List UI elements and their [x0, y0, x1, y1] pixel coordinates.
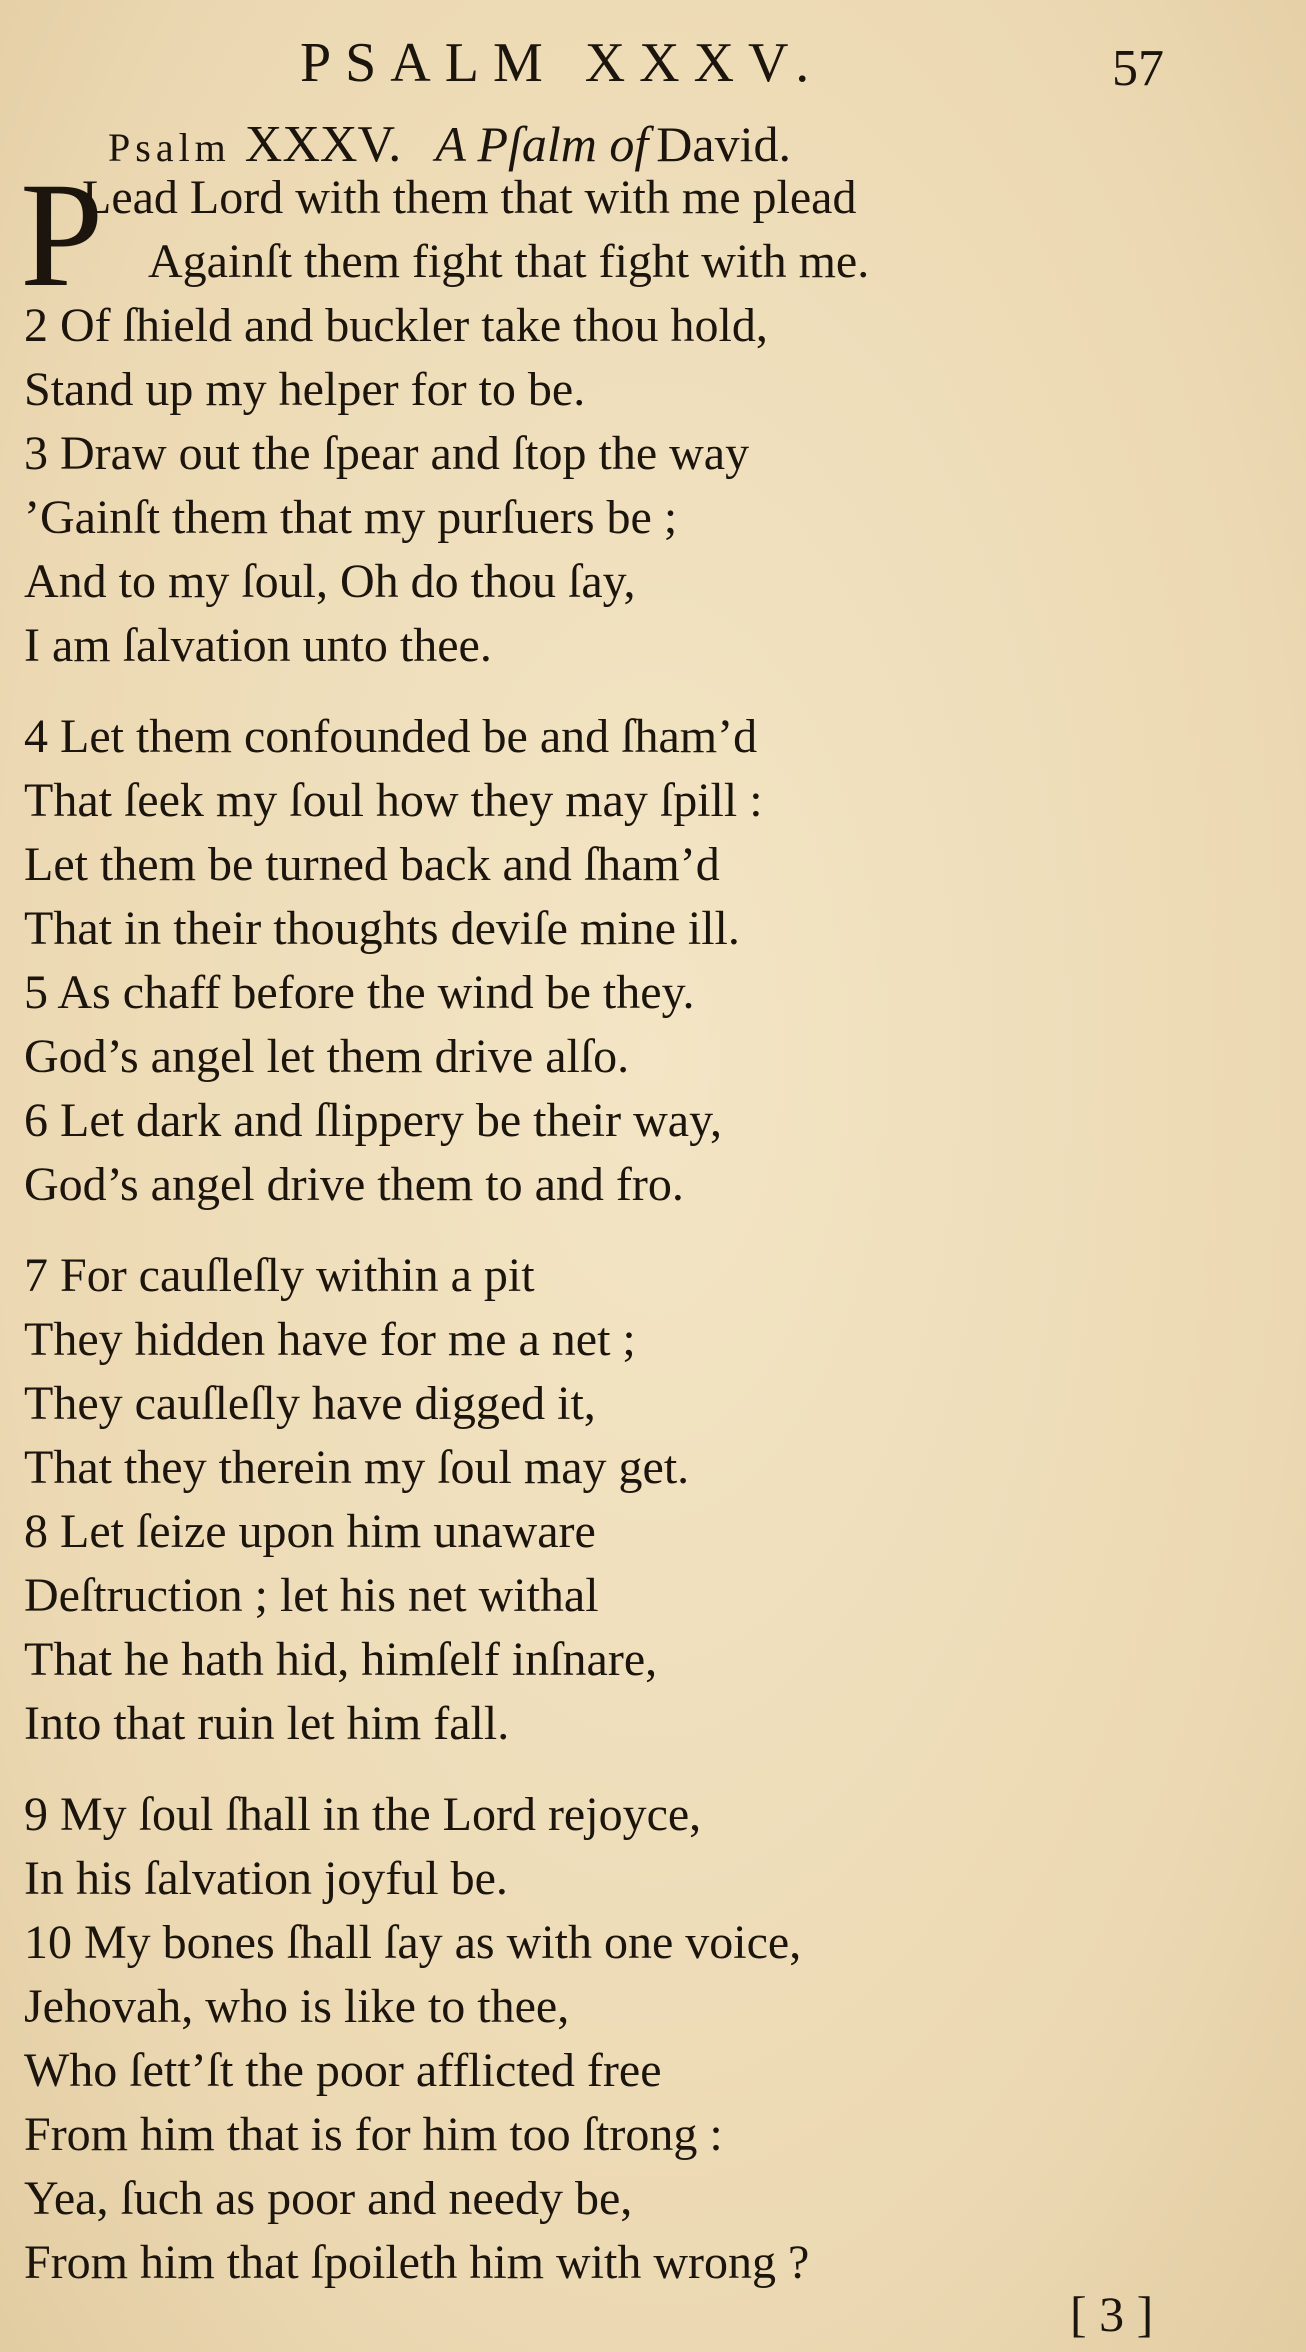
drop-cap: P	[20, 152, 104, 318]
page-number: 57	[1112, 40, 1164, 97]
running-head	[0, 28, 1306, 98]
verse-line: Deſtruction ; let his net withal	[24, 1569, 599, 1622]
verse-line: ’Gainſt them that my purſuers be ;	[24, 491, 678, 544]
verse-line: That they therein my ſoul may get.	[24, 1441, 690, 1494]
verse-line: From him that is for him too ſtrong :	[24, 2108, 723, 2161]
verse-line: 4 Let them confounded be and ſham’d	[24, 710, 758, 763]
psalm-number: XXXV.	[244, 116, 402, 173]
verse-line: Let them be turned back and ſham’d	[24, 838, 720, 891]
verse-line: They cauſleſly have digged it,	[24, 1377, 596, 1430]
verse-line: In his ſalvation joyful be.	[24, 1852, 508, 1905]
signature-mark: [ 3 ]	[1070, 2286, 1154, 2342]
verse-line: 2 Of ſhield and buckler take thou hold,	[24, 299, 768, 352]
verse-line: 6 Let dark and ſlippery be their way,	[24, 1094, 722, 1147]
verse-line: Who ſett’ſt the poor afflicted free	[24, 2044, 662, 2097]
verse-line: And to my ſoul, Oh do thou ſay,	[24, 555, 636, 608]
running-title: PSALM XXXV.	[300, 32, 824, 94]
verse-line: 7 For cauſleſly within a pit	[24, 1249, 535, 1302]
verse-line: Lead Lord with them that with me plead	[82, 171, 857, 224]
verse-line: 5 As chaff before the wind be they.	[24, 966, 695, 1019]
verse-line: That in their thoughts deviſe mine ill.	[24, 902, 740, 955]
verse-line: God’s angel let them drive alſo.	[24, 1030, 630, 1083]
verse-line: I am ſalvation unto thee.	[24, 619, 492, 672]
psalm-label: Psalm	[108, 125, 231, 170]
verse-line: 10 My bones ſhall ſay as with one voice,	[24, 1916, 802, 1969]
verse-line: Yea, ſuch as poor and needy be,	[24, 2172, 633, 2225]
psalm-author: David.	[656, 116, 791, 172]
verse-line: That ſeek my ſoul how they may ſpill :	[24, 774, 763, 827]
verse-line: From him that ſpoileth him with wrong ?	[24, 2236, 810, 2289]
verse-line: Into that ruin let him fall.	[24, 1697, 510, 1750]
verse-line: 3 Draw out the ſpear and ſtop the way	[24, 427, 750, 480]
verse-line: God’s angel drive them to and fro.	[24, 1158, 684, 1211]
verse-line: Stand up my helper for to be.	[24, 363, 586, 416]
verse-line: 9 My ſoul ſhall in the Lord rejoyce,	[24, 1788, 702, 1841]
verse-line: Againſt them fight that fight with me.	[148, 235, 870, 288]
verse-line: That he hath hid, himſelf inſnare,	[24, 1633, 658, 1686]
psalm-subtitle: A Pſalm of	[435, 116, 649, 172]
verse-line: They hidden have for me a net ;	[24, 1313, 636, 1366]
verse-line: 8 Let ſeize upon him unaware	[24, 1505, 596, 1558]
verse-line: Jehovah, who is like to thee,	[24, 1980, 570, 2033]
